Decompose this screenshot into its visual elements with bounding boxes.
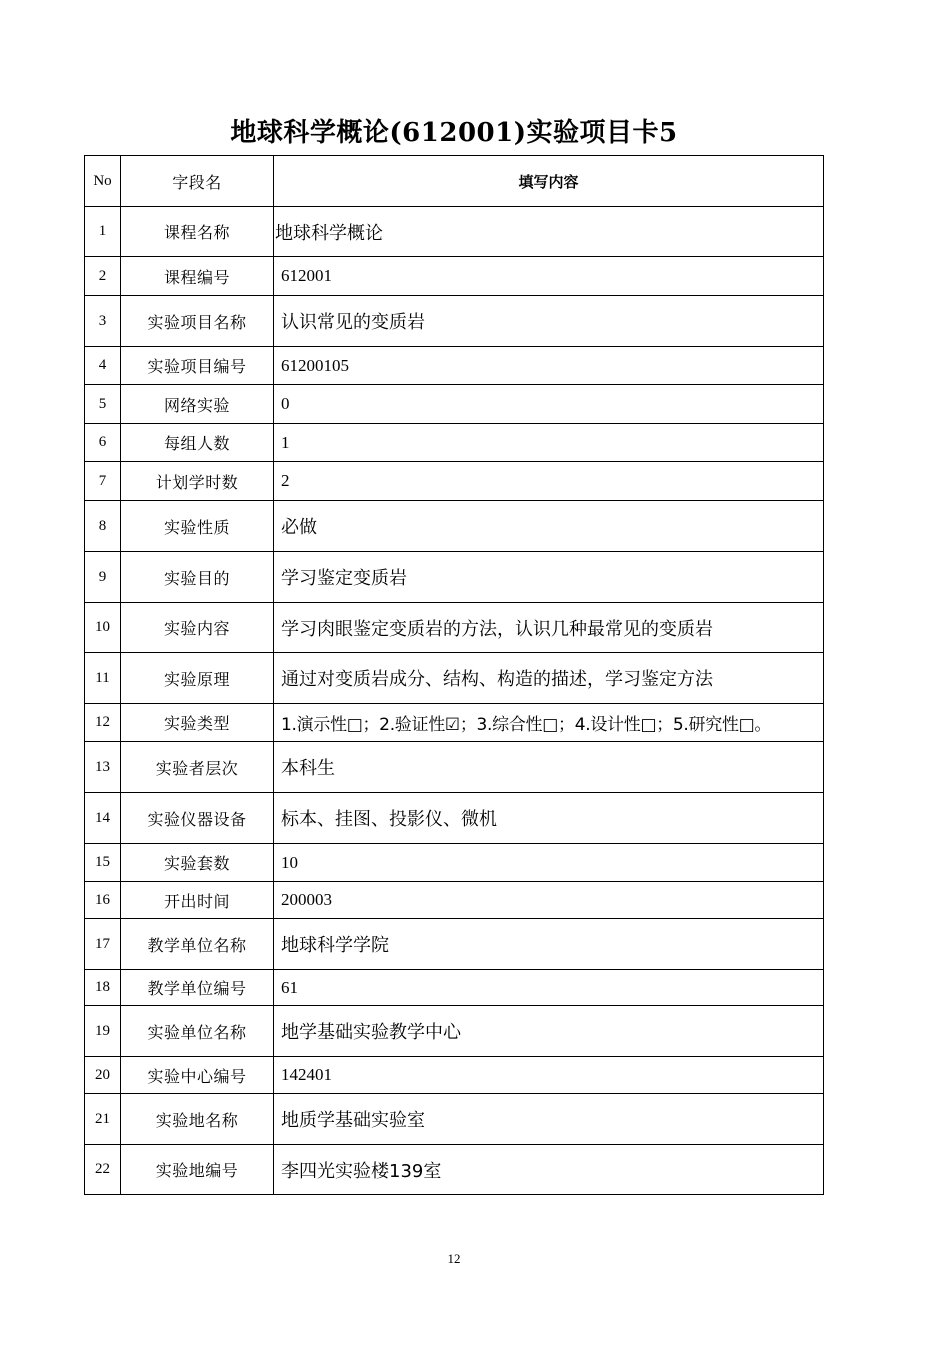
row-no: 1 xyxy=(85,207,121,257)
row-value: 必做 xyxy=(274,501,824,552)
table-row xyxy=(85,207,824,257)
row-no: 5 xyxy=(85,385,121,424)
row-value: 地学基础实验教学中心 xyxy=(274,1006,824,1057)
row-value: 1.演示性□；2.验证性☑；3.综合性□；4.设计性□；5.研究性□。 xyxy=(274,704,824,742)
table-row xyxy=(85,844,824,882)
table-row xyxy=(85,552,824,603)
row-no: 4 xyxy=(85,347,121,385)
table-row xyxy=(85,424,824,462)
table-row xyxy=(85,603,824,653)
row-value: 10 xyxy=(274,844,824,882)
row-value: 本科生 xyxy=(274,742,824,793)
row-field: 实验类型 xyxy=(121,704,274,742)
row-field: 开出时间 xyxy=(121,882,274,919)
table-row xyxy=(85,742,824,793)
row-value: 标本、挂图、投影仪、微机 xyxy=(274,793,824,844)
row-field: 教学单位编号 xyxy=(121,970,274,1006)
row-no: 17 xyxy=(85,919,121,970)
header-no: No xyxy=(85,156,121,207)
table-row xyxy=(85,385,824,424)
row-field: 实验地名称 xyxy=(121,1094,274,1145)
row-no: 9 xyxy=(85,552,121,603)
row-no: 12 xyxy=(85,704,121,742)
page-title: 地球科学概论(612001)实验项目卡5 xyxy=(230,118,678,148)
page-number: 12 xyxy=(447,1251,461,1266)
row-field: 实验内容 xyxy=(121,603,274,653)
row-value: 61 xyxy=(274,970,824,1006)
table-row xyxy=(85,882,824,919)
row-field: 实验中心编号 xyxy=(121,1057,274,1094)
row-no: 18 xyxy=(85,970,121,1006)
row-field: 实验地编号 xyxy=(121,1145,274,1195)
row-field: 实验仪器设备 xyxy=(121,793,274,844)
row-no: 8 xyxy=(85,501,121,552)
row-field: 计划学时数 xyxy=(121,462,274,501)
header-value: 填写内容 xyxy=(274,156,824,207)
table-row xyxy=(85,347,824,385)
row-value: 地质学基础实验室 xyxy=(274,1094,824,1145)
table-header-row xyxy=(85,156,824,207)
table-row xyxy=(85,501,824,552)
table-row xyxy=(85,1145,824,1195)
table-row xyxy=(85,296,824,347)
row-no: 15 xyxy=(85,844,121,882)
row-value: 1 xyxy=(274,424,824,462)
row-value: 61200105 xyxy=(274,347,824,385)
row-field: 教学单位名称 xyxy=(121,919,274,970)
row-field: 实验套数 xyxy=(121,844,274,882)
table-row xyxy=(85,1057,824,1094)
row-no: 19 xyxy=(85,1006,121,1057)
row-no: 16 xyxy=(85,882,121,919)
row-field: 实验项目编号 xyxy=(121,347,274,385)
row-no: 21 xyxy=(85,1094,121,1145)
row-field: 实验单位名称 xyxy=(121,1006,274,1057)
row-field: 实验性质 xyxy=(121,501,274,552)
row-no: 14 xyxy=(85,793,121,844)
row-no: 3 xyxy=(85,296,121,347)
row-field: 实验目的 xyxy=(121,552,274,603)
table-row xyxy=(85,1094,824,1145)
experiment-card-table xyxy=(84,155,824,1195)
row-value: 0 xyxy=(274,385,824,424)
row-value: 地球科学概论 xyxy=(274,207,824,257)
row-value: 142401 xyxy=(274,1057,824,1094)
row-no: 6 xyxy=(85,424,121,462)
row-value: 612001 xyxy=(274,257,824,296)
header-field: 字段名 xyxy=(121,156,274,207)
row-field: 课程编号 xyxy=(121,257,274,296)
row-no: 13 xyxy=(85,742,121,793)
row-field: 每组人数 xyxy=(121,424,274,462)
row-value: 学习鉴定变质岩 xyxy=(274,552,824,603)
row-no: 20 xyxy=(85,1057,121,1094)
row-value: 2 xyxy=(274,462,824,501)
table-row xyxy=(85,970,824,1006)
table-row xyxy=(85,653,824,704)
row-no: 22 xyxy=(85,1145,121,1195)
row-field: 实验原理 xyxy=(121,653,274,704)
row-value: 200003 xyxy=(274,882,824,919)
table-row xyxy=(85,793,824,844)
table-row xyxy=(85,462,824,501)
row-value: 通过对变质岩成分、结构、构造的描述，学习鉴定方法 xyxy=(274,653,824,704)
table-row xyxy=(85,257,824,296)
row-no: 7 xyxy=(85,462,121,501)
row-field: 课程名称 xyxy=(121,207,274,257)
table-row xyxy=(85,919,824,970)
row-no: 2 xyxy=(85,257,121,296)
row-value: 学习肉眼鉴定变质岩的方法，认识几种最常见的变质岩 xyxy=(274,603,824,653)
row-field: 实验项目名称 xyxy=(121,296,274,347)
row-value: 地球科学学院 xyxy=(274,919,824,970)
row-field: 网络实验 xyxy=(121,385,274,424)
row-no: 11 xyxy=(85,653,121,704)
table-row xyxy=(85,1006,824,1057)
row-field: 实验者层次 xyxy=(121,742,274,793)
row-value: 李四光实验楼139室 xyxy=(274,1145,824,1195)
row-value: 认识常见的变质岩 xyxy=(274,296,824,347)
row-no: 10 xyxy=(85,603,121,653)
table-row xyxy=(85,704,824,742)
